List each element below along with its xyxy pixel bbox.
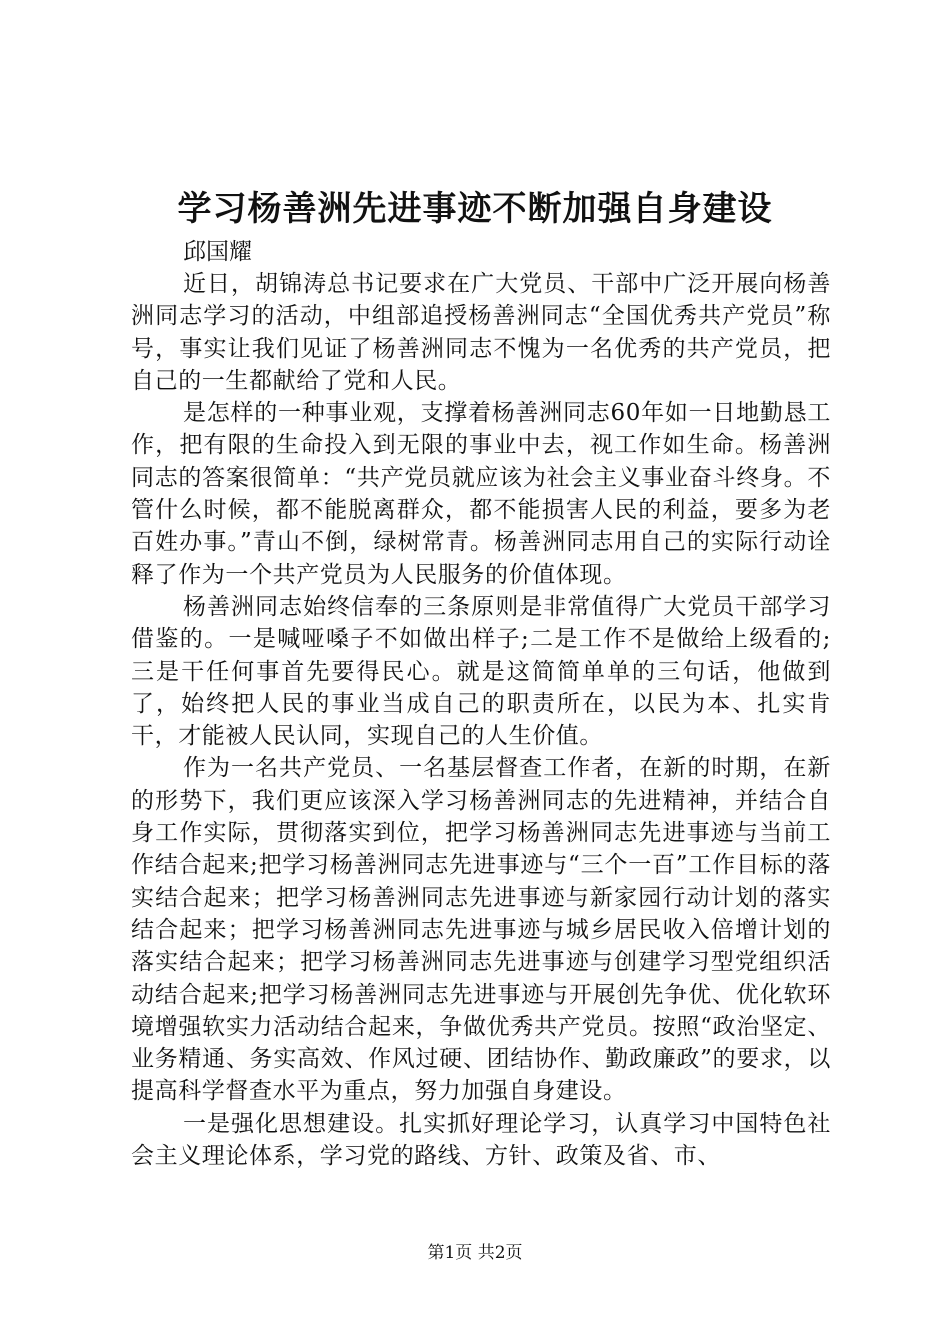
paragraph-3: 杨善洲同志始终信奉的三条原则是非常值得广大党员干部学习借鉴的。一是喊哑嗓子不如做出样子;二是工作不是做给上级看的;三是干任何事首先要得民心。就是这简简单单的三句话，他做到了，始终把人民的事业当成自己的职责所在，以民为本、扎实肯干，才能被人民认同，实现自己的人生价值。: [131, 593, 831, 750]
paragraph-1: 近日，胡锦涛总书记要求在广大党员、干部中广泛开展向杨善洲同志学习的活动，中组部追授杨善洲同志“全国优秀共产党员”称号，事实让我们见证了杨善洲同志不愧为一名优秀的共产党员，把自己的一生都献给了党和人民。: [131, 271, 831, 394]
document-title: 学习杨善洲先进事迹不断加强自身建设: [177, 189, 773, 229]
document-body: [131, 236, 831, 1172]
paragraph-4: 作为一名共产党员、一名基层督查工作者，在新的时期，在新的形势下，我们更应该深入学习杨善洲同志的先进精神，并结合自身工作实际，贯彻落实到位，把学习杨善洲同志先进事迹与当前工作结合起来;把学习杨善洲同志先进事迹与“三个一百”工作目标的落实结合起来；把学习杨善洲同志先进事迹与新家园行动计划的落实结合起来；把学习杨善洲同志先进事迹与城乡居民收入倍增计划的落实结合起来；把学习杨善洲同志先进事迹与创建学习型党组织活动结合起来;把学习杨善洲同志先进事迹与开展创先争优、优化软环境增强软实力活动结合起来，争做优秀共产党员。按照“政治坚定、业务精通、务实高效、作风过硬、团结协作、勤政廉政”的要求，以提高科学督查水平为重点，努力加强自身建设。: [131, 755, 831, 1105]
paragraph-5: 一是强化思想建设。扎实抓好理论学习，认真学习中国特色社会主义理论体系，学习党的路线、方针、政策及省、市、: [131, 1110, 831, 1170]
paragraph-2: 是怎样的一种事业观，支撑着杨善洲同志60年如一日地勤恳工作，把有限的生命投入到无限的事业中去，视工作如生命。杨善洲同志的答案很简单：“共产党员就应该为社会主义事业奋斗终身。不管什么时候，都不能脱离群众，都不能损害人民的利益，要多为老百姓办事。”青山不倒，绿树常青。杨善洲同志用自己的实际行动诠释了作为一个共产党员为人民服务的价值体现。: [131, 400, 831, 588]
page-footer: 第1页 共2页: [427, 1243, 523, 1263]
author-name: 邱国耀: [183, 239, 252, 265]
